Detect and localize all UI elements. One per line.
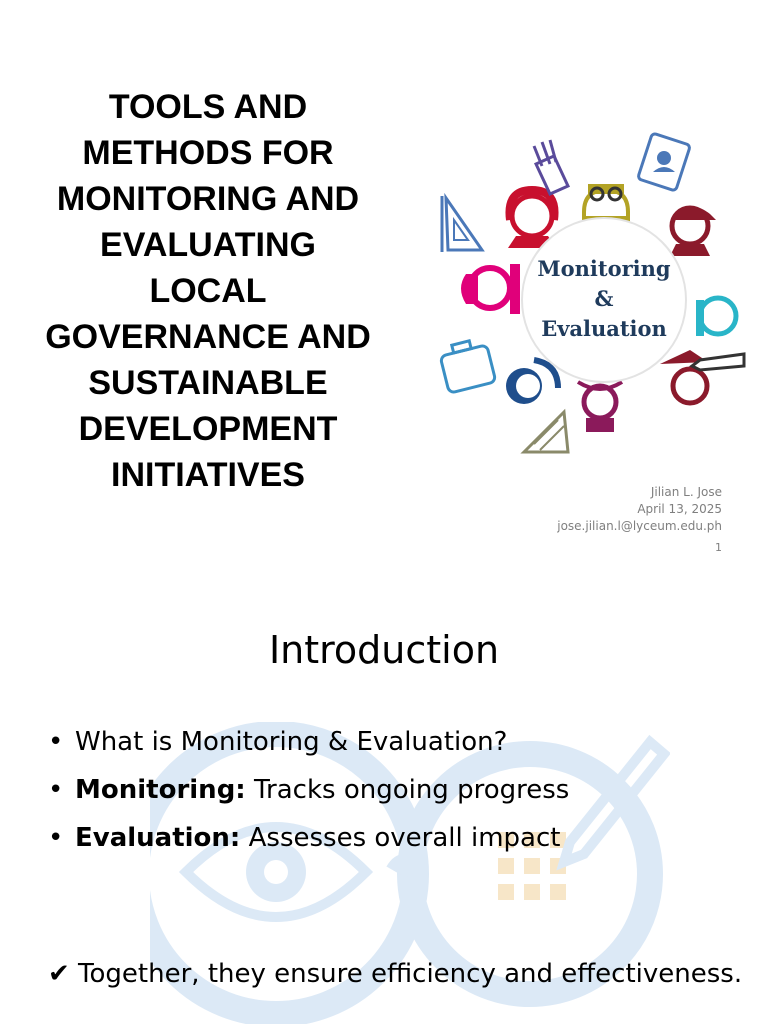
- logo-text-evaluation: Evaluation: [541, 316, 667, 341]
- bullet-list: [48, 718, 569, 862]
- page-number: 1: [715, 541, 722, 554]
- author-info: [557, 484, 722, 535]
- title-line: DEVELOPMENT: [78, 410, 338, 448]
- person-icon-maroon-bottom-right: [660, 350, 708, 403]
- bullet-text: Assesses overall impact: [240, 823, 561, 853]
- bullet-text: What is Monitoring & Evaluation?: [75, 727, 508, 757]
- bullet-glyph: •: [48, 727, 64, 757]
- bullet-text: Tracks ongoing progress: [245, 775, 570, 805]
- monitoring-evaluation-logo: [438, 124, 750, 460]
- person-icon-maroon-right: [670, 206, 716, 256]
- list-item: [48, 718, 569, 766]
- bullet-term: Monitoring:: [75, 775, 246, 805]
- logo-text-ampersand: &: [594, 286, 614, 311]
- check-icon: ✔: [48, 959, 70, 989]
- author-email: jose.jilian.l@lyceum.edu.ph: [557, 519, 722, 533]
- title-line: MONITORING AND: [56, 180, 360, 218]
- introduction-slide: [0, 576, 768, 1024]
- presentation-date: April 13, 2025: [637, 502, 722, 516]
- title-line: GOVERNANCE AND: [45, 318, 371, 356]
- pen-icon: [692, 354, 744, 370]
- conclusion-text: [48, 954, 748, 994]
- ruler-set-icon: [524, 412, 568, 452]
- list-item: [48, 814, 569, 862]
- slide-title: [18, 84, 398, 498]
- person-icon-magenta-left: [461, 264, 520, 314]
- bullet-glyph: •: [48, 823, 64, 853]
- logo-text-monitoring: Monitoring: [537, 256, 671, 281]
- list-item: [48, 766, 569, 814]
- pencil-cup-icon: [534, 140, 568, 194]
- title-line: TOOLS AND: [108, 88, 308, 126]
- briefcase-icon: [440, 341, 496, 393]
- title-line: EVALUATING: [100, 226, 316, 264]
- id-badge-icon: [638, 133, 691, 191]
- person-icon-cyan-right: [696, 298, 736, 336]
- author-name: Jilian L. Jose: [650, 485, 722, 499]
- person-icon-blue-left: [506, 360, 558, 404]
- person-icon-purple-bottom: [578, 382, 622, 432]
- title-line: SUSTAINABLE: [88, 364, 328, 402]
- bullet-glyph: •: [48, 775, 64, 805]
- title-line: LOCAL: [149, 272, 267, 310]
- bullet-term: Evaluation:: [75, 823, 241, 853]
- slide-title: Introduction: [268, 628, 500, 672]
- title-line: METHODS FOR: [82, 134, 334, 172]
- title-line: INITIATIVES: [111, 456, 305, 494]
- conclusion-sentence: Together, they ensure efficiency and effectiveness.: [69, 959, 743, 989]
- triangle-ruler-icon: [442, 196, 482, 252]
